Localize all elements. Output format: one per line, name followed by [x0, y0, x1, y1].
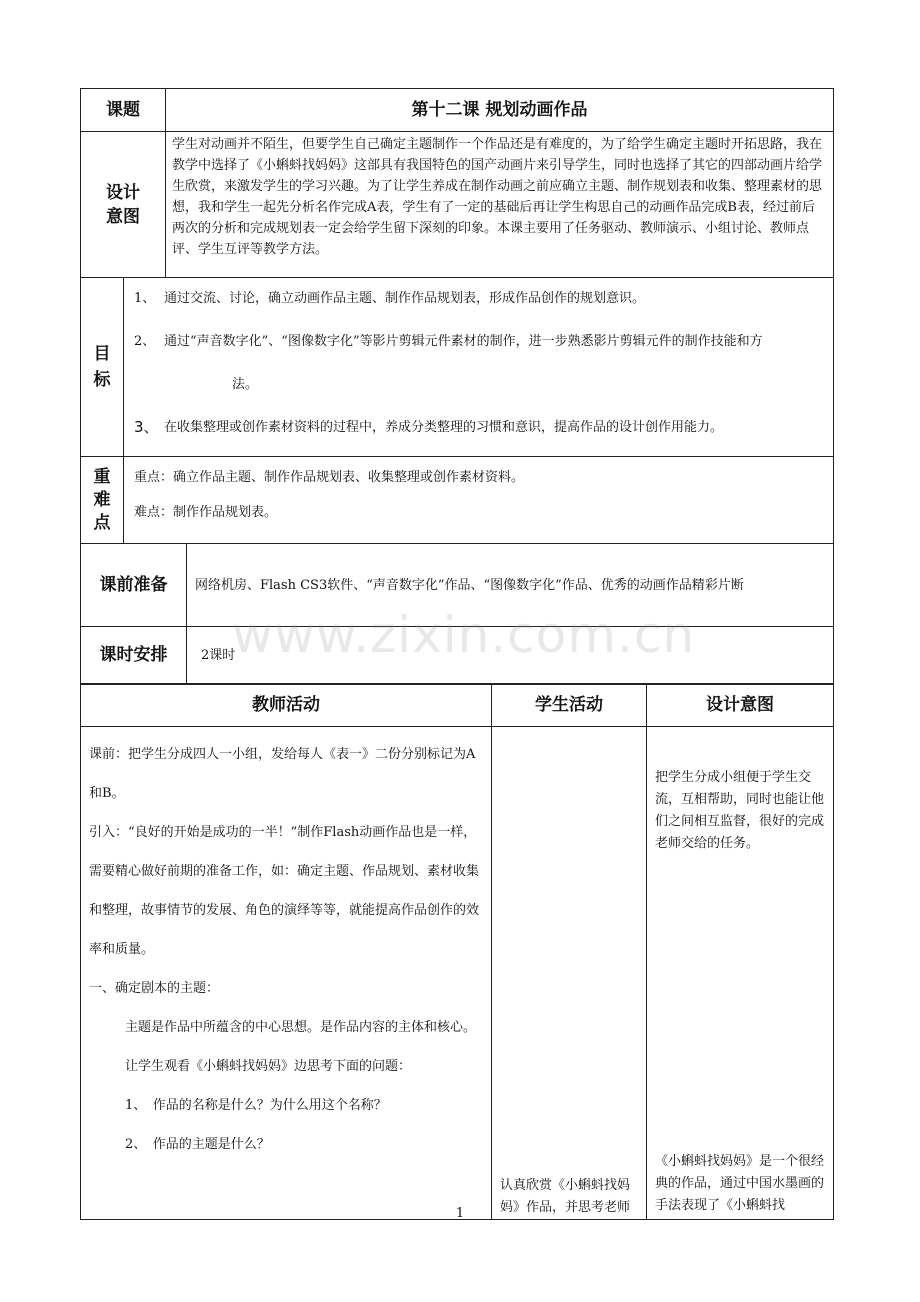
goal-item-2-continuation: 法。 — [232, 377, 259, 392]
goal-text: 通过交流、讨论，确立动画作品主题、制作作品规划表，形成作品创作的规划意识。 — [164, 291, 646, 306]
design-intent-label-text: 设计意图 — [106, 182, 140, 227]
schedule-label: 课时安排 — [81, 627, 187, 684]
difficult-point-text: 难点：制作作品规划表。 — [134, 505, 278, 520]
schedule-text: 2课时 — [187, 627, 834, 684]
topic-title: 第十二课 规划动画作品 — [166, 89, 834, 132]
teacher-activity-cell — [81, 727, 492, 1220]
page-number: 1 — [455, 1206, 465, 1221]
watermark: www.zixin.com.cn — [232, 606, 696, 664]
teacher-paragraph: 课前：把学生分成四人一小组，发给每人《表一》二份分别标记为A和B。 — [89, 747, 476, 801]
topic-label: 课题 — [81, 89, 166, 132]
teacher-paragraph: 2、 作品的主题是什么？ — [125, 1137, 270, 1152]
activity-table — [80, 684, 834, 1220]
col-teacher-activity: 教师活动 — [81, 685, 492, 727]
goal-item-3 — [124, 417, 833, 438]
goal-text: 在收集整理或创作素材资料的过程中，养成分类整理的习惯和意识，提高作品的设计创作用能力。 — [164, 420, 724, 435]
teacher-paragraph: 引入：“良好的开始是成功的一半！”制作Flash动画作品也是一样，需要精心做好前期的准备工作，如：确定主题、作品规划、素材收集和整理，故事情节的发展、角色的演绎等等，就能提高作品创作的效率和质量。 — [89, 825, 480, 957]
goal-item-1 — [124, 288, 833, 309]
design-intent-text-2: 《小蝌蚪找妈妈》是一个很经典的作品，通过中国水墨画的手法表现了《小蝌蚪找 — [655, 1154, 825, 1213]
preparation-text: 网络机房、Flash CS3软件、“声音数字化”作品、“图像数字化”作品、优秀的动画作品精彩片断 — [187, 544, 834, 627]
col-student-activity: 学生活动 — [492, 685, 647, 727]
student-activity-cell — [492, 727, 647, 1220]
design-intent-label — [81, 132, 166, 278]
key-point-text: 重点：确立作品主题、制作作品规划表、收集整理或创作素材资料。 — [134, 470, 525, 485]
goals-content — [124, 278, 834, 457]
design-intent-text-1: 把学生分成小组便于学生交流，互相帮助，同时也能让他们之间相互监督，很好的完成老师交给的任务。 — [655, 770, 825, 851]
goal-number: 1、 — [134, 291, 156, 306]
key-points-label-text: 重难点 — [93, 466, 111, 533]
key-points-label — [81, 457, 124, 544]
teacher-paragraph: 1、 作品的名称是什么？为什么用这个名称？ — [125, 1098, 387, 1113]
goal-number: 3、 — [134, 418, 159, 436]
goal-number: 2、 — [134, 334, 156, 349]
teacher-paragraph: 主题是作品中所蕴含的中心思想。是作品内容的主体和核心。 — [125, 1020, 477, 1035]
lesson-info-table — [80, 88, 834, 684]
student-activity-text: 认真欣赏《小蝌蚪找妈妈》作品，并思考老师 — [500, 1178, 631, 1215]
teacher-paragraph: 让学生观看《小蝌蚪找妈妈》边思考下面的问题： — [125, 1059, 412, 1074]
col-design-intent: 设计意图 — [647, 685, 834, 727]
design-intent-cell — [647, 727, 834, 1220]
goal-text: 通过“声音数字化”、“图像数字化”等影片剪辑元件素材的制作，进一步熟悉影片剪辑元件的制作技能和方 — [164, 334, 763, 349]
design-intent-text: 学生对动画并不陌生，但要学生自己确定主题制作一个作品还是有难度的，为了给学生确定主题时开拓思路，我在教学中选择了《小蝌蚪找妈妈》这部具有我国特色的国产动画片来引导学生，同时也选择了其它的四部动画片给学生欣赏，来激发学生的学习兴趣。为了让学生养成在制作动画之前应确立主题、制作规划表和收集、整理素材的思想，我和学生一起先分析名作完成A表，学生有了一定的基础后再让学生构思自己的动画作品完成B表，经过前后两次的分析和完成规划表一定会给学生留下深刻的印象。本课主要用了任务驱动、教师演示、小组讨论、教师点评、学生互评等教学方法。 — [166, 132, 834, 278]
preparation-label: 课前准备 — [81, 544, 187, 627]
goals-label-text: 目标 — [93, 344, 111, 390]
goals-label — [81, 278, 124, 457]
teacher-paragraph: 一、确定剧本的主题： — [89, 981, 220, 996]
goal-item-2 — [124, 331, 833, 352]
key-points-content — [124, 457, 834, 544]
